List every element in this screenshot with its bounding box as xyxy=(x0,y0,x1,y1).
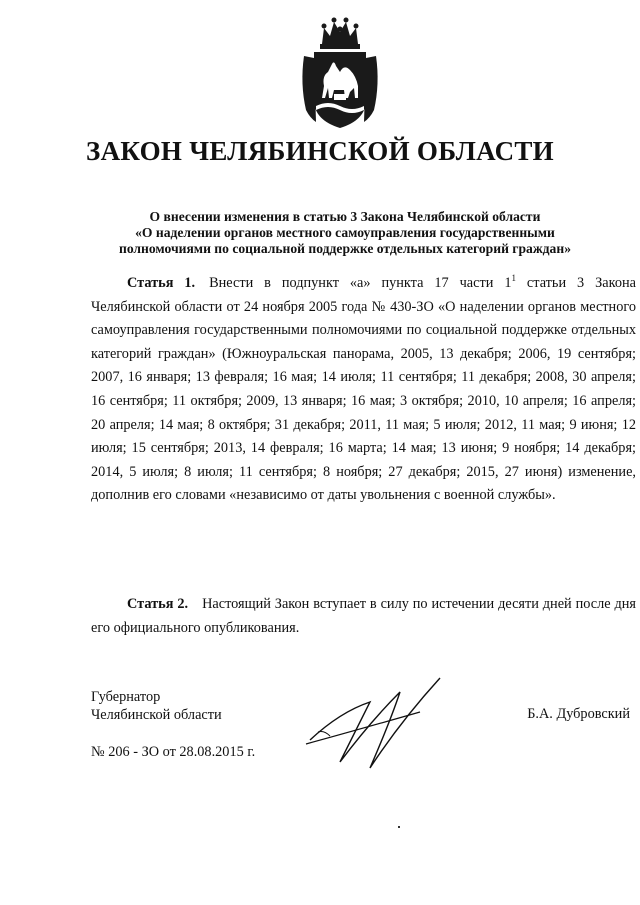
position-line: Губернатор xyxy=(91,689,161,705)
article-1-superscript: 1 xyxy=(511,273,516,284)
position-line: Челябинской области xyxy=(91,707,222,723)
article-1-text-after: статьи 3 Закона Челябинской области от 24 ноября 2005 года № 430-ЗО «О наделении органов местного самоуправления государственными полномочиями по социальной поддержке отдельных категорий граждан» (Южноуральская панорама, 2005, 13 декабря; 2006, 19 сентября; 2007, 16 января; 13 февраля; 16 мая; 14 июля; 11 сентября; 11 декабря; 2008, 30 апреля; 16 сентября; 11 октября; 2009, 13 января; 16 мая; 3 октября; 2010, 10 апреля; 16 апреля; 20 апреля; 14 мая; 8 октября; 31 декабря; 2011, 11 мая; 5 июля; 2012, 11 мая; 9 июня; 12 июля; 15 сентября; 2013, 14 февраля; 16 марта; 14 мая; 13 июня; 9 ноября; 14 декабря; 2014, 5 июля; 8 июля; 11 сентября; 8 ноября; 27 декабря; 2015, 27 июня) изменение, дополнив его словами «независимо от даты увольнения с военной службы». xyxy=(91,275,636,504)
article-2-text: Настоящий Закон вступает в силу по истечении десяти дней после дня его официального опубликования. xyxy=(91,596,636,636)
signer-name: Б.А. Дубровский xyxy=(527,706,630,722)
article-2 xyxy=(91,593,636,640)
subtitle-line: «О наделении органов местного самоуправления государственными xyxy=(135,225,555,240)
article-1-label: Статья 1. xyxy=(127,275,196,291)
handwritten-signature xyxy=(300,672,450,782)
subtitle-line: О внесении изменения в статью 3 Закона Челябинской области xyxy=(149,209,541,224)
governor-position xyxy=(91,688,222,724)
document-title: ЗАКОН ЧЕЛЯБИНСКОЙ ОБЛАСТИ xyxy=(86,136,554,166)
scan-speck xyxy=(398,826,400,828)
law-subtitle xyxy=(80,209,610,257)
registration-number: № 206 - ЗО от 28.08.2015 г. xyxy=(91,744,256,760)
article-1 xyxy=(91,272,636,508)
subtitle-line: полномочиями по социальной поддержке отдельных категорий граждан» xyxy=(118,241,571,256)
article-1-text-before: Внести в подпункт «а» пункта 17 части 1 xyxy=(209,275,512,291)
coat-of-arms-icon xyxy=(300,14,380,132)
article-2-label: Статья 2. xyxy=(127,596,189,612)
